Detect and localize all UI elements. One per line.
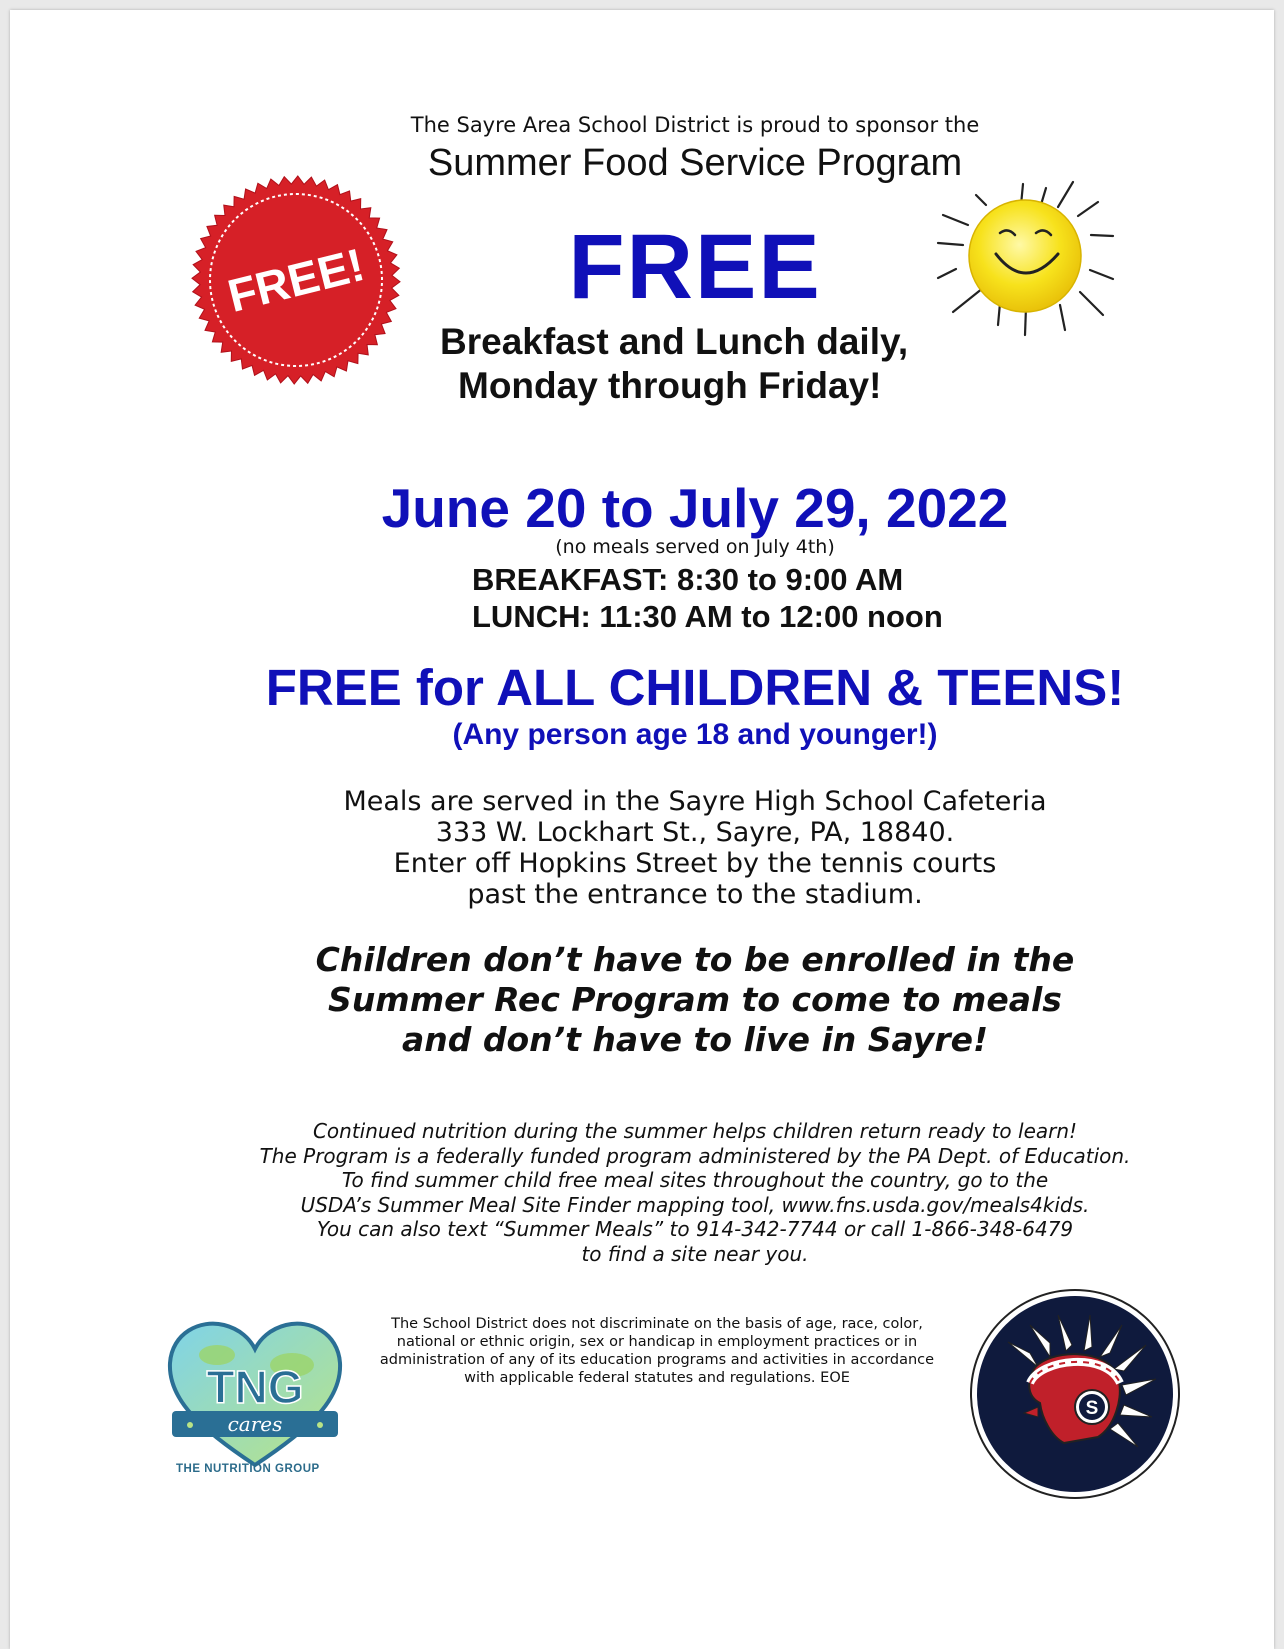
nondiscrimination-statement (362, 1315, 952, 1387)
meal-times (472, 561, 943, 635)
tng-tagline: THE NUTRITION GROUP (176, 1463, 320, 1475)
meals-headline (440, 320, 908, 408)
flyer-page (10, 10, 1274, 1649)
location-line: 333 W. Lockhart St., Sayre, PA, 18840. (435, 817, 955, 848)
lunch-time: LUNCH: 11:30 AM to 12:00 noon (472, 599, 943, 634)
tng-letters: TNG (206, 1361, 304, 1413)
nondisc-line: administration of any of its education programs and activities in accordance (379, 1352, 935, 1368)
intro-line: The Sayre Area School District is proud to sponsor the (410, 113, 980, 137)
info-line: to find a site near you. (581, 1241, 809, 1266)
notice-line: Children don’t have to be enrolled in the (315, 940, 1075, 979)
info-line: To find summer child free meal sites throughout the country, go to the (341, 1168, 1049, 1192)
notice-line: and don’t have to live in Sayre! (401, 1020, 989, 1059)
eligibility-title: FREE for ALL CHILDREN & TEENS! (265, 659, 1125, 716)
nondisc-line: The School District does not discriminate on the basis of age, race, color, (391, 1316, 923, 1332)
eligibility-subtitle: (Any person age 18 and younger!) (452, 718, 938, 751)
program-title: Summer Food Service Program (427, 142, 963, 184)
notice-line: Summer Rec Program to come to meals (328, 980, 1062, 1019)
enrollment-notice (10, 940, 1284, 1060)
info-line: The Program is a federally funded program administered by the PA Dept. of Education. (259, 1143, 1131, 1168)
location-block (10, 786, 1284, 910)
program-info (10, 1119, 1284, 1266)
tng-cares-heart-logo (162, 1315, 348, 1475)
school-seal-letter: S (1085, 1398, 1099, 1419)
location-line: Meals are served in the Sayre High School Cafeteria (343, 786, 1047, 817)
sayre-redskins-seal-icon (968, 1287, 1182, 1501)
meals-line-2: Monday through Friday! (458, 365, 882, 406)
free-headline: FREE (568, 216, 822, 318)
location-line: past the entrance to the stadium. (467, 879, 923, 910)
meals-line-1: Breakfast and Lunch daily, (440, 321, 909, 362)
info-line: Continued nutrition during the summer helps children return ready to learn! (312, 1119, 1078, 1143)
date-range: June 20 to July 29, 2022 (381, 477, 1009, 539)
info-line: USDA’s Summer Meal Site Finder mapping tool, www.fns.usda.gov/meals4kids. (300, 1192, 1090, 1217)
location-line: Enter off Hopkins Street by the tennis courts (393, 848, 997, 879)
no-meals-note: (no meals served on July 4th) (555, 536, 835, 558)
breakfast-time: BREAKFAST: 8:30 to 9:00 AM (472, 562, 904, 597)
tng-script: cares (227, 1412, 283, 1436)
nondisc-line: national or ethnic origin, sex or handicap in employment practices or in (396, 1334, 918, 1350)
info-line: You can also text “Summer Meals” to 914-342-7744 or call 1-866-348-6479 (316, 1217, 1074, 1241)
free-badge-label: FREE! (222, 238, 370, 322)
nondisc-line: with applicable federal statutes and regulations. EOE (464, 1370, 850, 1386)
